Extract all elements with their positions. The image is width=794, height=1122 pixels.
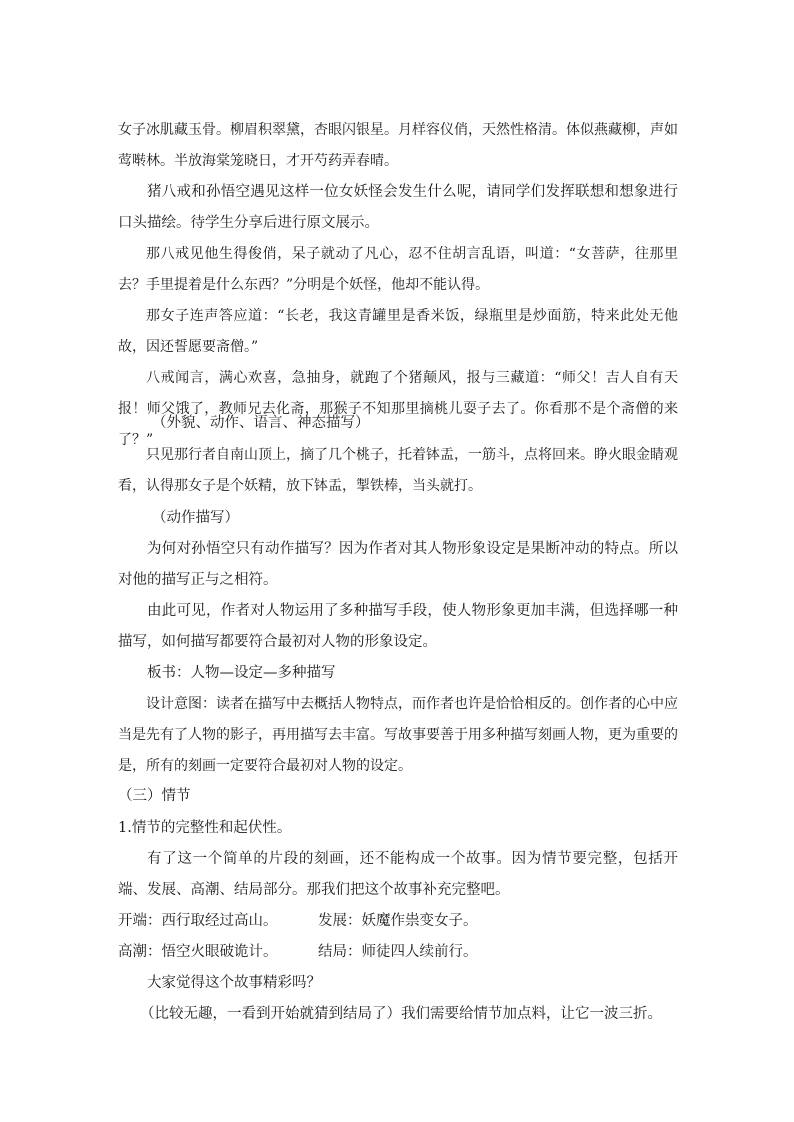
description-note: （外貌、动作、语言、神态描写） [152, 415, 370, 431]
plot-row-1 [118, 906, 678, 937]
prompt-paragraph: 猪八戒和孙悟空遇见这样一位女妖怪会发生什么呢，请同学们发挥联想和想象进行口头描绘。待学生分享后进行原文展示。 [118, 184, 678, 231]
analysis-paragraph: 为何对孙悟空只有动作描写？因为作者对其人物形象设定是果断冲动的特点。所以对他的描写正与之相符。 [118, 541, 678, 588]
plot-develop: 发展：妖魔作祟变女子。 [318, 913, 478, 929]
quote-wukong-paragraph: 只见那行者自南山顶上，摘了几个桃子，托着钵盂，一筋斗，点将回来。睁火眼金睛观看，认得那女子是个妖精，放下钵盂，掣铁棒，当头就打。 [118, 447, 678, 494]
plot-ending: 结局：师徒四人续前行。 [318, 944, 478, 960]
subheading-plot-completeness: 1.情节的完整性和起伏性。 [118, 820, 292, 836]
action-note: （动作描写） [152, 510, 239, 526]
blackboard-note: 板书：人物—设定—多种描写 [147, 665, 336, 681]
conclusion-paragraph: 由此可见，作者对人物运用了多种描写手段，使人物形象更加丰满，但选择哪一种描写，如何描写都要符合最初对人物的形象设定。 [118, 603, 678, 650]
poem-paragraph: 女子冰肌藏玉骨。柳眉积翠黛，杏眼闪银星。月样容仪俏，天然性格清。体似燕藏柳，声如莺啭林。半放海棠笼晓日，才开芍药弄春晴。 [118, 122, 678, 169]
plot-climax: 高潮：悟空火眼破诡计。 [118, 944, 278, 960]
question-paragraph: 大家觉得这个故事精彩吗？ [147, 975, 321, 991]
answer-paragraph: （比较无趣，一看到开始就猜到结局了）我们需要给情节加点料，让它一波三折。 [140, 1006, 662, 1022]
plot-start: 开端：西行取经过高山。 [118, 913, 278, 929]
quote-woman-paragraph: 那女子连声答应道：“长老，我这青罐里是香米饭，绿瓶里是炒面筋，特来此处无他故，因还誓愿要斋僧。” [118, 308, 678, 355]
plot-row-2 [118, 937, 678, 968]
design-intent-paragraph: 设计意图：读者在描写中去概括人物特点，而作者也许是恰恰相反的。创作者的心中应当是先有了人物的影子，再用描写去丰富。写故事要善于用多种描写刻画人物，更为重要的是，所有的刻画一定要符合最初对人物的设定。 [118, 696, 678, 774]
section-heading-plot: （三）情节 [118, 788, 191, 804]
quote-bajie-paragraph: 那八戒见他生得俊俏，呆子就动了凡心，忍不住胡言乱语，叫道：“女菩萨，往那里去？手里提着是什么东西？”分明是个妖怪，他却不能认得。 [118, 246, 678, 293]
quote-report-paragraph: 八戒闻言，满心欢喜，急抽身，就跑了个猪颠风，报与三藏道：“师父！吉人自有天报！师父饿了，教师兄去化斋，那猴子不知那里摘桃儿耍子去了。你看那不是个斋僧的来了？” [118, 370, 678, 448]
plot-intro-paragraph: 有了这一个简单的片段的刻画，还不能构成一个故事。因为情节要完整，包括开端、发展、高潮、结局部分。那我们把这个故事补充完整吧。 [118, 851, 678, 898]
